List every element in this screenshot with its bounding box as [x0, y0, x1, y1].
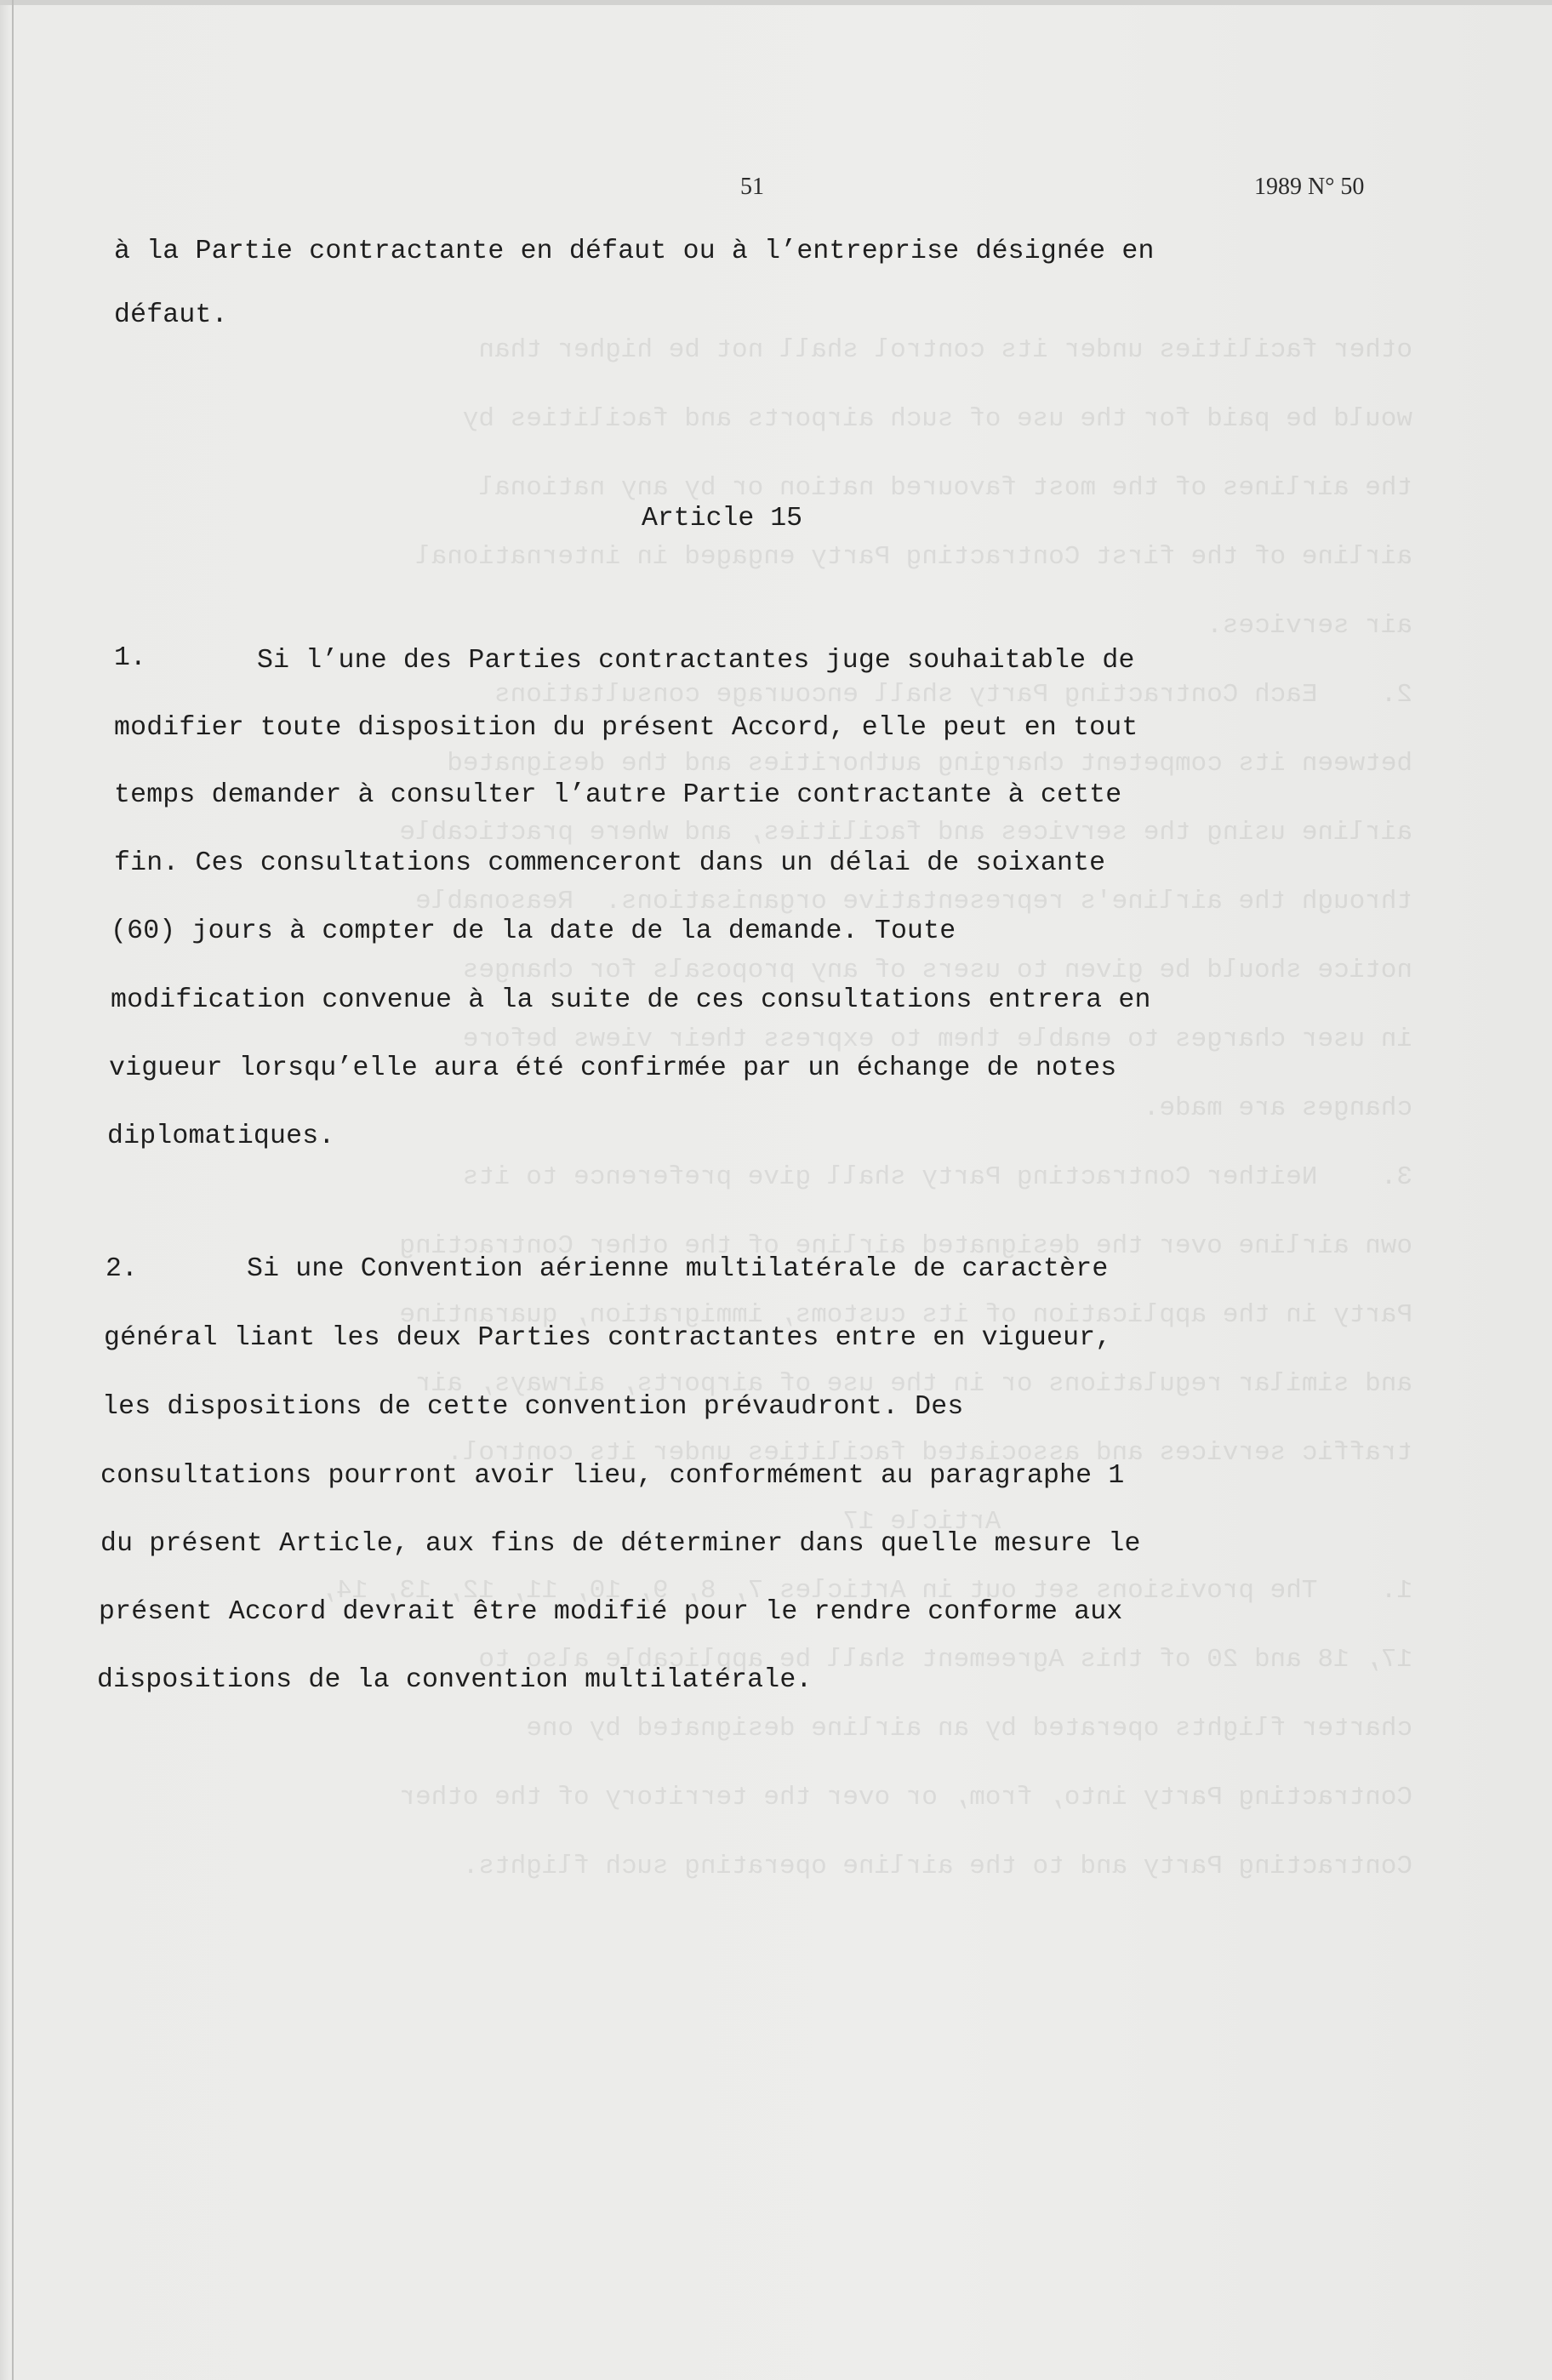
- page-number: 51: [740, 174, 764, 200]
- paragraph-number: 2.: [106, 1254, 138, 1284]
- intro-line: défaut.: [114, 300, 228, 330]
- page-top-edge: [0, 0, 1552, 5]
- intro-line: à la Partie contractante en défaut ou à l’entreprise désignée en: [114, 237, 1155, 266]
- paragraph-line: fin. Ces consultations commenceront dans un délai de soixante: [114, 848, 1106, 878]
- paragraph-line: modification convenue à la suite de ces consultations entrera en: [111, 985, 1151, 1015]
- paragraph-line: Si une Convention aérienne multilatérale de caractère: [247, 1254, 1109, 1284]
- paragraph-line: Si l’une des Parties contractantes juge souhaitable de: [257, 646, 1135, 676]
- paragraph-line: vigueur lorsqu’elle aura été confirmée par un échange de notes: [109, 1053, 1117, 1083]
- paragraph-line: temps demander à consulter l’autre Partie contractante à cette: [114, 780, 1122, 810]
- reverse-side-bleed-through: other facilities under its control shall not be higher than would be paid for the use of such airports and facilities by the airlines of the most favoured nation or by any national airline of the first Contracting Party engaged in international air services. 2. Each Contracting Party shall encourage consultations between its competent charging authorities and the designated airline using the services and facilities, and where practicable through the airline's representative organisations. Reasonable notice should be given to users of any proposals for changes in user charges to enable them to express their views before changes are made. 3. Neither Contracting Party shall give preference to its own airline over the designated airline of the other Contracting Party in the application of its customs, immigration, quarantine and similar regulations or in the use of airports, airways, air traffic services and associated facilities under its control. Article 17 1. The provisions set out in Articles 7, 8, 9, 10, 11, 12, 13, 14, 17, 18 and 20 of this Agreement shall be applicable also to charter flights operated by an airline designated by one Contracting Party into, from, or over the territory of the other Contracting Party and to the airline operating such flights.: [320, 335, 1412, 1881]
- paragraph-line: (60) jours à compter de la date de la demande. Toute: [111, 916, 956, 946]
- paragraph-line: général liant les deux Parties contractantes entre en vigueur,: [104, 1323, 1112, 1353]
- paragraph-line: consultations pourront avoir lieu, conformément au paragraphe 1: [100, 1461, 1125, 1491]
- paragraph-line: du présent Article, aux fins de déterminer dans quelle mesure le: [100, 1529, 1141, 1559]
- document-reference: 1989 N° 50: [1254, 174, 1365, 200]
- paragraph-line: dispositions de la convention multilatérale.: [97, 1665, 813, 1695]
- paragraph-line: modifier toute disposition du présent Accord, elle peut en tout: [114, 713, 1138, 743]
- paragraph-line: diplomatiques.: [107, 1122, 335, 1151]
- paragraph-number: 1.: [114, 643, 146, 673]
- paragraph-line: les dispositions de cette convention prévaudront. Des: [102, 1392, 964, 1422]
- article-heading: Article 15: [642, 504, 803, 534]
- paragraph-line: présent Accord devrait être modifié pour le rendre conforme aux: [99, 1597, 1123, 1627]
- page-binding-edge: [12, 0, 14, 2380]
